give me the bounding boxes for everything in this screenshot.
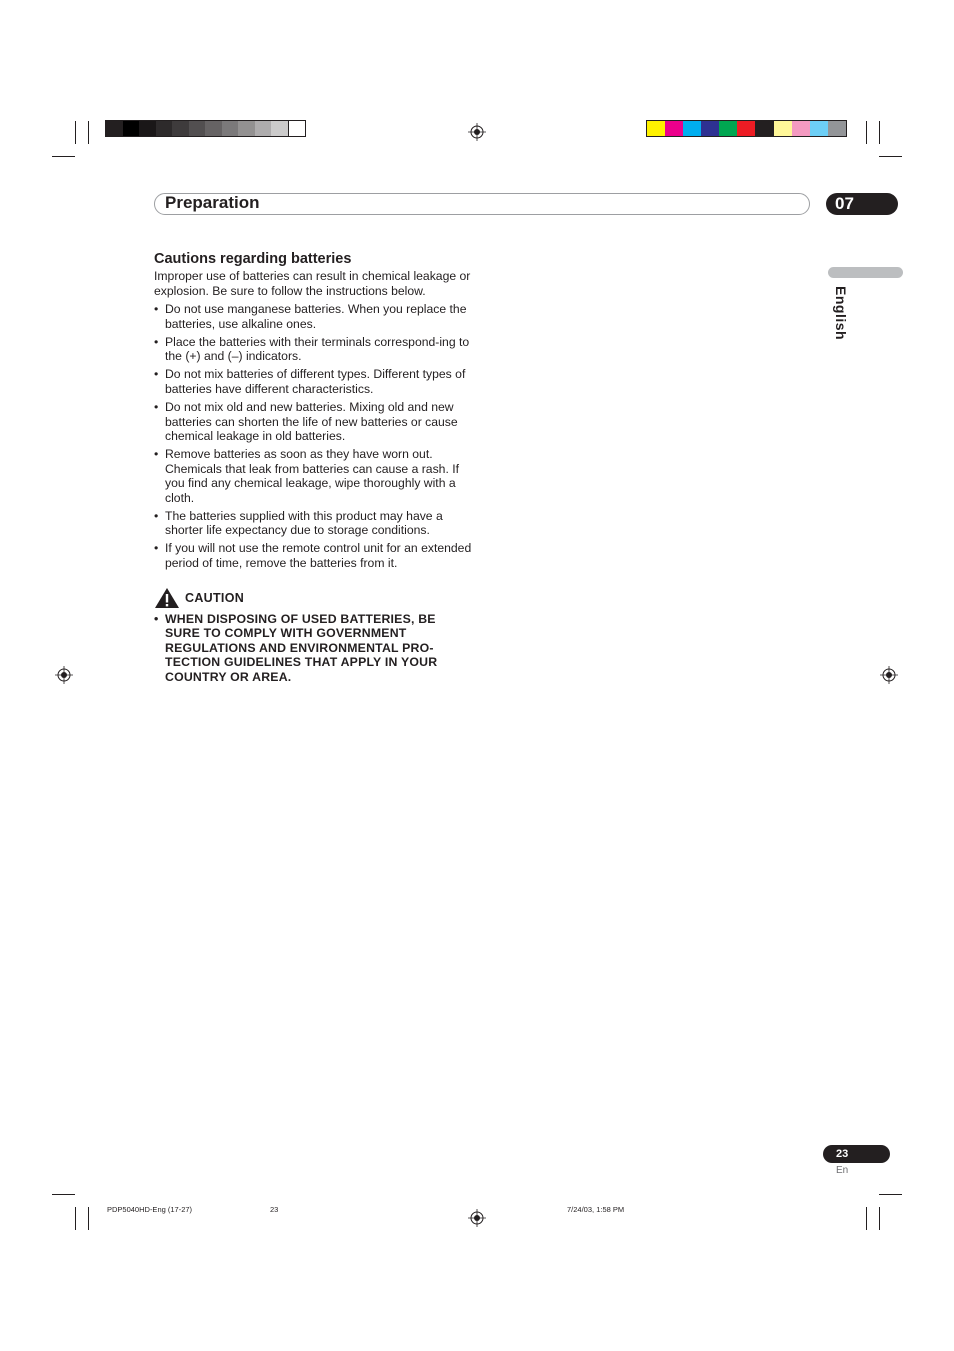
color-swatch: [189, 121, 206, 136]
section-title: Preparation: [165, 193, 260, 212]
crop-mark: [866, 1207, 867, 1230]
color-swatch: [665, 121, 683, 136]
crop-mark: [879, 121, 880, 144]
language-tab: [828, 267, 903, 278]
color-swatch: [774, 121, 792, 136]
list-item: • Do not use manganese batteries. When you replace the batteries, use alkaline ones.: [154, 302, 467, 331]
grey-calibration-bar: [105, 120, 306, 137]
registration-mark-icon: [55, 666, 73, 684]
color-swatch: [288, 121, 306, 136]
crop-mark: [75, 1207, 76, 1230]
color-swatch: [271, 121, 288, 136]
crop-mark: [52, 156, 75, 157]
bullet-icon: •: [154, 447, 159, 462]
color-swatch: [701, 121, 719, 136]
slug-filename: PDP5040HD-Eng (17-27): [107, 1205, 193, 1214]
color-swatch: [172, 121, 189, 136]
color-swatch: [238, 121, 255, 136]
list-item: • Do not mix batteries of different types. Different types of batteries have different characteristics.: [154, 367, 466, 396]
language-label: English: [833, 286, 849, 341]
page-language-code: En: [836, 1165, 849, 1176]
intro-paragraph: Improper use of batteries can result in chemical leakage or explosion. Be sure to follow the instructions below.: [154, 269, 471, 298]
color-swatch: [792, 121, 810, 136]
crop-mark: [879, 156, 902, 157]
color-swatch: [828, 121, 846, 136]
color-swatch: [106, 121, 123, 136]
warning-triangle-icon: [154, 587, 180, 609]
registration-mark-icon: [880, 666, 898, 684]
page-number-badge: 23: [823, 1145, 890, 1163]
slug-page: 23: [270, 1205, 279, 1214]
chapter-number-badge: 07: [826, 193, 898, 215]
list-item: • Place the batteries with their terminals correspond-ing to the (+) and (–) indicators.: [154, 334, 470, 364]
bullet-icon: •: [154, 334, 159, 349]
color-swatch: [139, 121, 156, 136]
crop-mark: [75, 121, 76, 144]
list-item: • The batteries supplied with this product may have a shorter life expectancy due to storage conditions.: [154, 508, 443, 538]
main-content: [154, 251, 474, 685]
color-swatch: [156, 121, 173, 136]
crop-mark: [879, 1194, 902, 1195]
color-swatch: [683, 121, 701, 136]
caution-list: [154, 302, 474, 570]
bullet-icon: •: [154, 541, 159, 556]
section-heading: Cautions regarding batteries: [154, 251, 352, 267]
caution-statement: • WHEN DISPOSING OF USED BATTERIES, BE SURE TO COMPLY WITH GOVERNMENT REGULATIONS AND ENVIRONMENTAL PRO-TECTION GUIDELINES THAT APPLY IN YOUR COUNTRY OR AREA.: [154, 611, 438, 684]
color-swatch: [737, 121, 755, 136]
slug-date: 7/24/03, 1:58 PM: [567, 1205, 625, 1214]
bullet-icon: •: [154, 399, 159, 414]
list-item: • Do not mix old and new batteries. Mixing old and new batteries can shorten the life of new batteries or cause chemical leakage in old batteries.: [154, 399, 458, 444]
color-calibration-bar: [646, 120, 847, 137]
color-swatch: [647, 121, 665, 136]
list-item: • If you will not use the remote control unit for an extended period of time, remove the batteries from it.: [154, 541, 472, 571]
color-swatch: [719, 121, 737, 136]
color-swatch: [222, 121, 239, 136]
caution-header: [154, 587, 474, 609]
registration-mark-icon: [468, 123, 486, 141]
crop-mark: [52, 1194, 75, 1195]
color-swatch: [810, 121, 828, 136]
color-swatch: [255, 121, 272, 136]
registration-mark-icon: [468, 1209, 486, 1227]
color-swatch: [755, 121, 773, 136]
crop-mark: [879, 1207, 880, 1230]
crop-mark: [866, 121, 867, 144]
list-item: • Remove batteries as soon as they have worn out. Chemicals that leak from batteries can cause a rash. If you find any chemical leakage, wipe thoroughly with a cloth.: [154, 447, 459, 505]
crop-mark: [88, 121, 89, 144]
bullet-icon: •: [154, 302, 159, 317]
crop-mark: [88, 1207, 89, 1230]
color-swatch: [123, 121, 140, 136]
color-swatch: [205, 121, 222, 136]
bullet-icon: •: [154, 367, 159, 382]
caution-label: CAUTION: [185, 590, 245, 605]
bullet-icon: •: [154, 611, 159, 626]
bullet-icon: •: [154, 508, 159, 523]
